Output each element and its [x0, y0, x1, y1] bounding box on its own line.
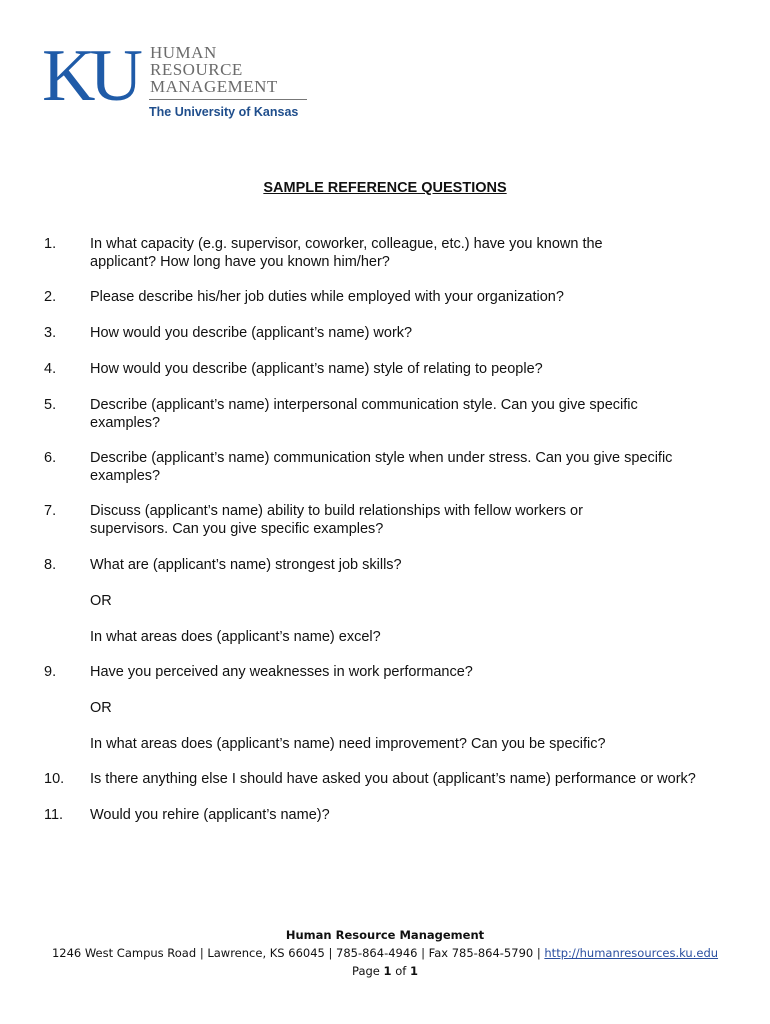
question-number: 8. [44, 557, 57, 573]
question-text [90, 770, 740, 788]
footer-org: Human Resource Management [285, 928, 485, 942]
question-alternative: In what areas does (applicant’s name) excel? [90, 629, 381, 645]
question-text [90, 806, 740, 824]
question-line: supervisors. Can you give specific examples? [90, 521, 384, 537]
logo-line-2: RESOURCE [150, 60, 243, 79]
question-line: Would you rehire (applicant’s name)? [90, 807, 330, 823]
logo-divider [149, 99, 307, 100]
question-text [90, 324, 740, 342]
question-number: 11. [44, 807, 64, 823]
question-line: examples? [90, 415, 161, 431]
question-alternative: In what areas does (applicant’s name) need improvement? Can you be specific? [90, 736, 606, 752]
question-text [90, 449, 740, 485]
question-or: OR [90, 700, 112, 716]
question-line: Please describe his/her job duties while employed with your organization? [90, 289, 564, 305]
question-text [90, 360, 740, 378]
question-text [90, 235, 740, 271]
question-text [90, 502, 740, 538]
question-number: 5. [44, 397, 57, 413]
question-line: How would you describe (applicant’s name) style of relating to people? [90, 361, 543, 377]
question-or: OR [90, 593, 112, 609]
footer-address: 1246 West Campus Road | Lawrence, KS 66045 | 785-864-4946 | Fax 785-864-5790 | [51, 946, 545, 960]
question-text [90, 663, 740, 753]
question-line: Describe (applicant’s name) interpersonal communication style. Can you give specific [90, 397, 638, 413]
logo-line-1: HUMAN [150, 43, 217, 62]
ku-hr-logo [42, 42, 322, 126]
question-number: 2. [44, 289, 57, 305]
question-line: applicant? How long have you known him/her? [90, 254, 390, 270]
question-text [90, 396, 740, 432]
question-number: 3. [44, 325, 57, 341]
question-line: Have you perceived any weaknesses in work performance? [90, 664, 473, 680]
page-title: SAMPLE REFERENCE QUESTIONS [263, 180, 507, 196]
question-number: 6. [44, 450, 57, 466]
question-number: 4. [44, 361, 57, 377]
page-footer [0, 926, 770, 980]
logo-department [150, 44, 278, 95]
logo-line-3: MANAGEMENT [150, 77, 278, 96]
question-number: 10. [44, 771, 65, 787]
question-line: Is there anything else I should have asked you about (applicant’s name) performance or work? [90, 771, 696, 787]
question-line: In what capacity (e.g. supervisor, coworker, colleague, etc.) have you known the [90, 236, 603, 252]
footer-page-number: Page 1 of 1 [352, 964, 418, 978]
footer-contact [0, 944, 770, 962]
logo-university: The University of Kansas [149, 105, 299, 119]
question-text [90, 556, 740, 646]
question-line: How would you describe (applicant’s name) work? [90, 325, 413, 341]
question-text [90, 288, 740, 306]
ku-letters: KU [42, 42, 137, 106]
question-number: 7. [44, 503, 57, 519]
question-line: What are (applicant’s name) strongest job skills? [90, 557, 402, 573]
question-line: Discuss (applicant’s name) ability to build relationships with fellow workers or [90, 503, 583, 519]
question-line: Describe (applicant’s name) communication style when under stress. Can you give specific [90, 450, 673, 466]
ku-logo-mark [42, 42, 142, 106]
footer-website-link[interactable]: http://humanresources.ku.edu [544, 946, 719, 960]
question-number: 1. [44, 236, 57, 252]
question-line: examples? [90, 468, 161, 484]
question-number: 9. [44, 664, 57, 680]
